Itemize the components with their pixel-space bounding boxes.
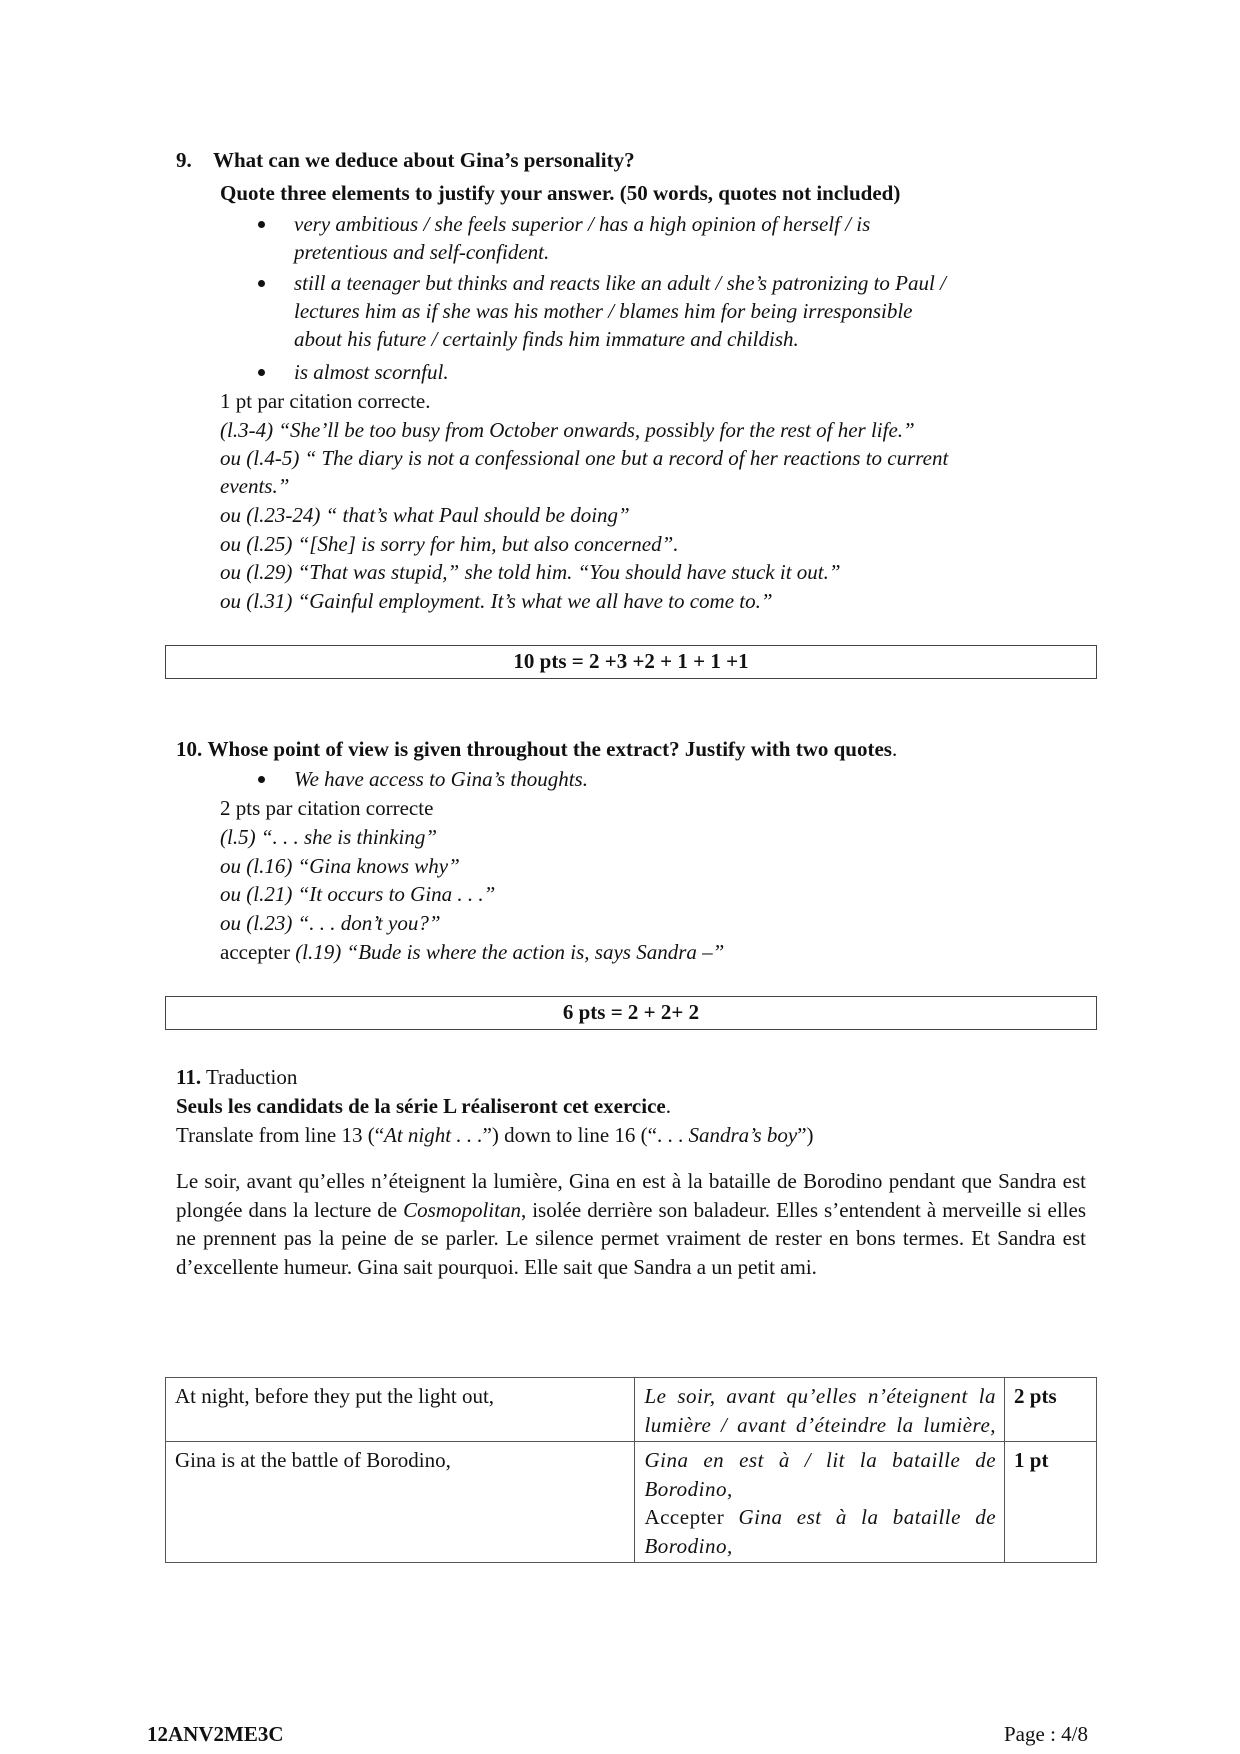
bullet-icon [258, 369, 265, 376]
q9-question: What can we deduce about Gina’s personality? [213, 148, 635, 172]
french-main: Gina en est à / lit la bataille de Borodino, [644, 1448, 997, 1501]
q11-restriction-end: . [665, 1094, 671, 1118]
q9-bullet-2-line-2: lectures him as if she was his mother / blames him for being irresponsible [294, 299, 913, 323]
bullet-icon [258, 280, 265, 287]
french-cell: Le soir, avant qu’elles n’éteignent la lumière / avant d’éteindre la lumière, [635, 1378, 1005, 1442]
q10-accept-line [220, 938, 724, 966]
q10-quote: (l.5) “. . . she is thinking” [220, 825, 438, 849]
q11-instruction [176, 1121, 814, 1149]
q10-total-box [165, 996, 1097, 1030]
q11-instruction-part: ”) [797, 1123, 814, 1147]
q11-instruction-part: Translate from line 13 (“ [176, 1123, 385, 1147]
q11-title: Traduction [201, 1065, 298, 1089]
q11-restriction-line [176, 1092, 671, 1120]
q11-translation-paragraph [176, 1167, 1086, 1281]
q11-instruction-part: Sandra’s boy [688, 1123, 798, 1147]
q10-accept-quote: (l.19) “Bude is where the action is, says Sandra –” [295, 940, 725, 964]
q11-translation-text: , isolée derrière son baladeur. Elles s’entendent à merveille si elles ne prennent pas la peine de se parler. Le silence permet vraiment de rester en bons termes. Et Sandra est d’excellente humeur. Gina sait pourquoi. Elle sait que Sandra a un petit ami. [176, 1197, 1086, 1279]
q11-translation-title: Cosmopolitan [403, 1197, 521, 1222]
q11-instruction-part: At night . . . [384, 1123, 483, 1147]
q9-quote: (l.3-4) “She’ll be too busy from October onwards, possibly for the rest of her life.” [220, 418, 915, 442]
q9-bullet-2-line-1: still a teenager but thinks and reacts like an adult / she’s patronizing to Paul / [294, 271, 946, 295]
q9-bullet-2-line-3: about his future / certainly finds him immature and childish. [294, 327, 799, 351]
english-cell: At night, before they put the light out, [166, 1378, 635, 1442]
table-row [166, 1378, 1097, 1442]
q9-quote: ou (l.4-5) “ The diary is not a confessional one but a record of her reactions to current [220, 446, 949, 470]
q9-quote: ou (l.25) “[She] is sorry for him, but also concerned”. [220, 532, 679, 556]
q10-scoring-note: 2 pts par citation correcte [220, 796, 434, 820]
footer-page: Page : 4/8 [1004, 1722, 1088, 1746]
q11-translation-text: Le soir, avant qu’elles n’éteignent la lumière, Gina en est à la bataille de Borodino pendant que Sandra est plongée dans la lecture de [176, 1169, 1086, 1222]
q11-title-line [176, 1063, 297, 1091]
translation-table [165, 1377, 1097, 1563]
english-cell: Gina is at the battle of Borodino, [166, 1442, 635, 1563]
q9-scoring-note: 1 pt par citation correcte. [220, 389, 431, 413]
q9-total: 10 pts = 2 +3 +2 + 1 + 1 +1 [513, 649, 749, 673]
q9-quote: events.” [220, 474, 290, 498]
q10-quote: ou (l.16) “Gina knows why” [220, 854, 460, 878]
points-cell: 1 pt [1005, 1442, 1097, 1563]
q10-total: 6 pts = 2 + 2+ 2 [562, 1000, 700, 1024]
q9-quote: ou (l.31) “Gainful employment. It’s what we all have to come to.” [220, 589, 773, 613]
q9-instruction: Quote three elements to justify your answer. (50 words, quotes not included) [220, 181, 901, 205]
q10-bullet-1: We have access to Gina’s thoughts. [294, 767, 588, 791]
q9-bullet-3: is almost scornful. [294, 360, 449, 384]
q11-instruction-part: ”) down to line 16 (“. . . [482, 1123, 689, 1147]
q9-quote: ou (l.23-24) “ that’s what Paul should be doing” [220, 503, 630, 527]
q10-question: Whose point of view is given throughout the extract? Justify with two quotes [207, 737, 892, 761]
q10-question-end: . [891, 737, 898, 761]
q10-number: 10. [176, 737, 203, 761]
footer-code: 12ANV2ME3C [147, 1722, 284, 1746]
french-cell [635, 1442, 1005, 1563]
q10-accept-label: accepter [220, 940, 296, 964]
accept-text: Gina est à la bataille de Borodino, [644, 1505, 997, 1558]
q9-bullet-1-line-1: very ambitious / she feels superior / has a high opinion of herself / is [294, 212, 871, 236]
accept-label: Accepter [644, 1505, 739, 1529]
q10-question-line [176, 735, 897, 763]
q10-quote: ou (l.21) “It occurs to Gina . . .” [220, 882, 496, 906]
bullet-icon [258, 776, 265, 783]
q9-total-box [165, 645, 1097, 679]
q9-number: 9. [176, 148, 192, 172]
points-cell: 2 pts [1005, 1378, 1097, 1442]
q11-restriction: Seuls les candidats de la série L réaliseront cet exercice [176, 1094, 666, 1118]
q10-quote: ou (l.23) “. . . don’t you?” [220, 911, 441, 935]
q11-number: 11. [176, 1065, 202, 1089]
q9-bullet-1-line-2: pretentious and self-confident. [294, 240, 550, 264]
q9-quote: ou (l.29) “That was stupid,” she told him. “You should have stuck it out.” [220, 560, 841, 584]
table-row [166, 1442, 1097, 1563]
bullet-icon [258, 221, 265, 228]
